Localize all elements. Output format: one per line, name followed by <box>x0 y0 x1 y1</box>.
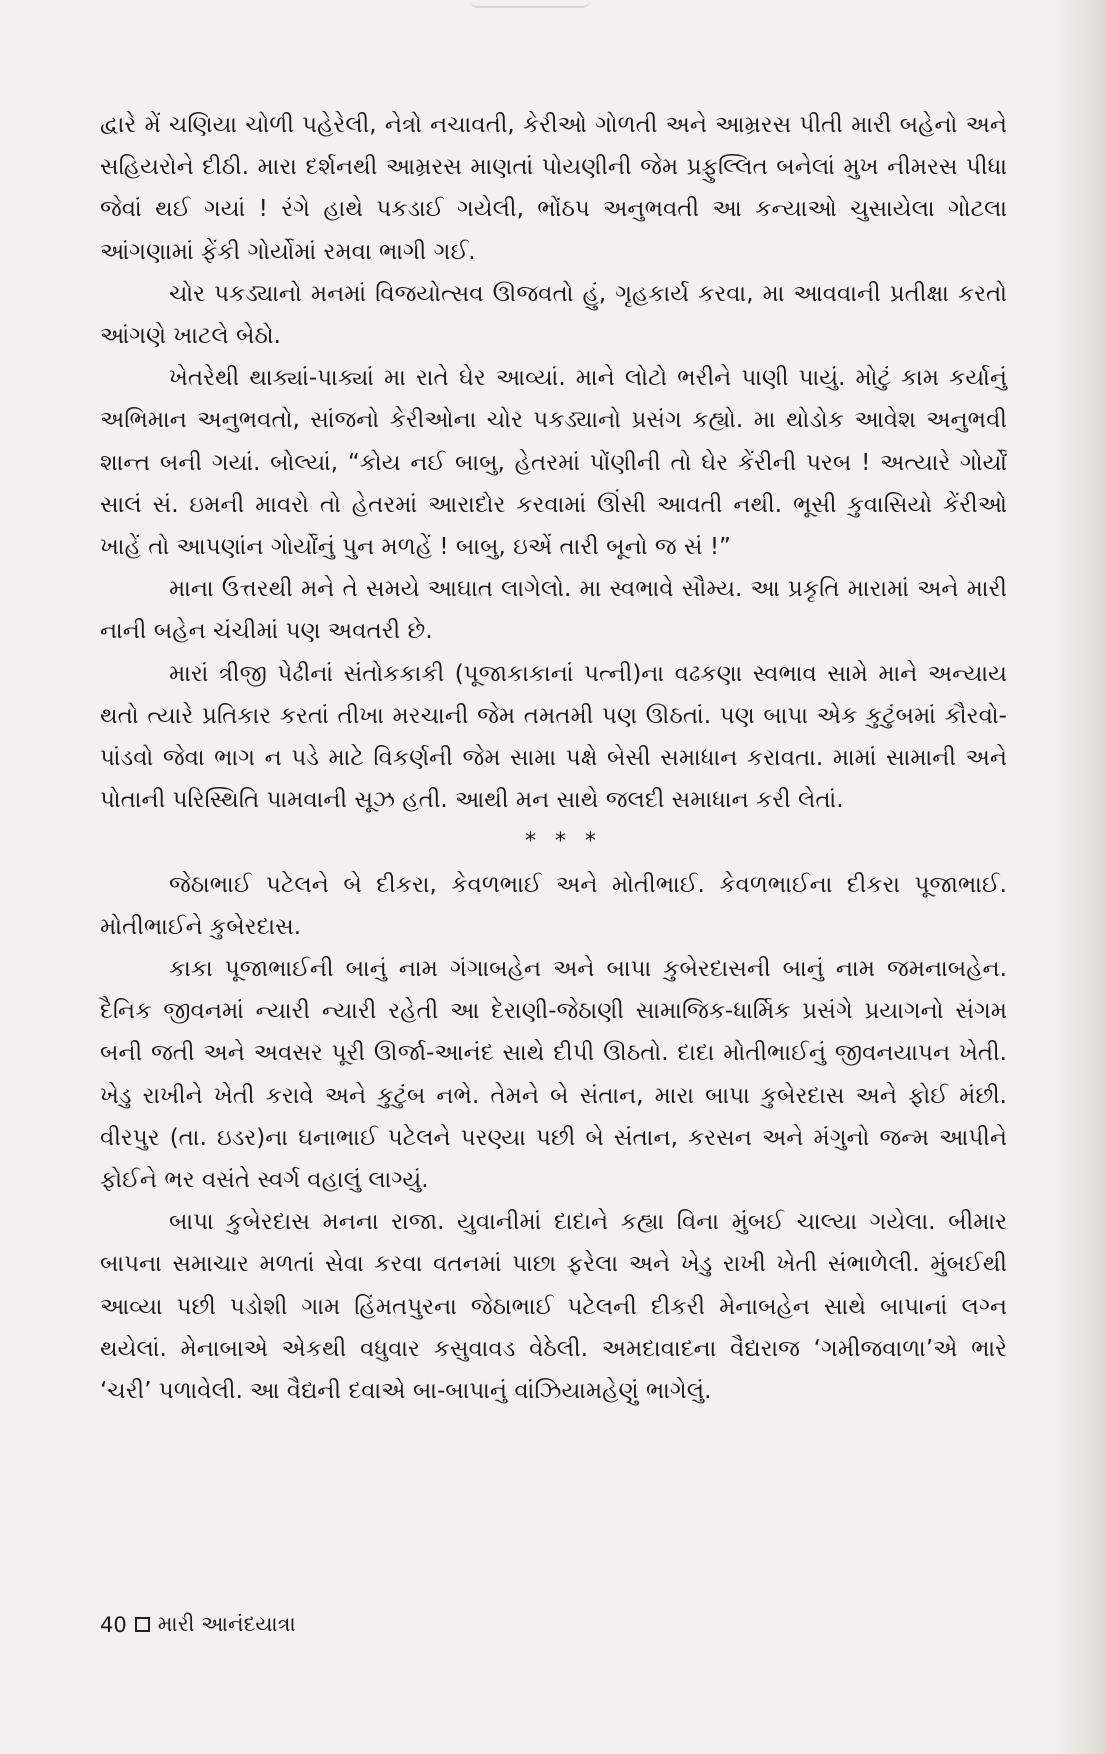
page-footer <box>100 1612 296 1637</box>
paragraph-7: કાકા પૂજાભાઈની બાનું નામ ગંગાબહેન અને બાપા કુબેરદાસની બાનું નામ જમનાબહેન. દૈનિક જીવનમાં ન્યારી ન્યારી રહેતી આ દેરાણી-જેઠાણી સામાજિક-ધાર્મિક પ્રસંગે પ્રયાગનો સંગમ બની જતી અને અવસર પૂરી ઊર્જા-આનંદ સાથે દીપી ઊઠતો. દાદા મોતીભાઈનું જીવનયાપન ખેતી. ખેડુ રાખીને ખેતી કરાવે અને કુટુંબ નભે. તેમને બે સંતાન, મારા બાપા કુબેરદાસ અને ફોઈ મંછી. વીરપુર (તા. ઇડર)ના ઘનાભાઈ પટેલને પરણ્યા પછી બે સંતાન, કરસન અને મંગુનો જન્મ આપીને ફોઈને ભર વસંતે સ્વર્ગ વહાલું લાગ્યું. <box>100 956 1007 1194</box>
paragraph-3: ખેતરેથી થાક્યાં-પાક્યાં મા રાતે ઘેર આવ્યાં. માને લોટો ભરીને પાણી પાયું. મોટું કામ કર્યાનું અભિમાન અનુભવતો, સાંજનો કેરીઓના ચોર પકડ્યાનો પ્રસંગ કહ્યો. મા થોડોક આવેશ અનુભવી શાન્ત બની ગયાં. બોલ્યાં, “કોય નઈ બાબુ, હેતરમાં પોંણીની તો ઘેર કેંરીની પરબ ! અત્યારે ગોર્યોં સાલં સં. ઇમની માવરો તો હેતરમાં આરાદોર કરવામાં ઊંસી આવતી નથી. ભૂસી કુવાસિયો કેંરીઓ ખાહેં તો આપણાંન ગોર્યોંનું પુન મળહેં ! બાબુ, ઇએં તારી બૂનો જ સં !” <box>100 365 1007 561</box>
section-separator: * * * <box>525 829 602 855</box>
book-title: મારી આનંદયાત્રા <box>157 1612 296 1636</box>
body-text <box>100 104 1007 1412</box>
paragraph-5: મારાં ત્રીજી પેઢીનાં સંતોકકાકી (પૂજાકાકાનાં પત્ની)ના વઢકણા સ્વભાવ સામે માને અન્યાય થતો ત્યારે પ્રતિકાર કરતાં તીખા મરચાની જેમ તમતમી પણ ઊઠતાં. પણ બાપા એક કુટુંબમાં કૌરવો-પાંડવો જેવા ભાગ ન પડે માટે વિકર્ણની જેમ સામા પક્ષે બેસી સમાધાન કરાવતા. મામાં સામાની અને પોતાની પરિસ્થિતિ પામવાની સૂઝ હતી. આથી મન સાથે જલદી સમાધાન કરી લેતાં. <box>100 660 1007 814</box>
paragraph-6: જેઠાભાઈ પટેલને બે દીકરા, કેવળભાઈ અને મોતીભાઈ. કેવળભાઈના દીકરા પૂજાભાઈ. મોતીભાઈને કુબેરદાસ. <box>100 871 1007 940</box>
paragraph-8: બાપા કુબેરદાસ મનના રાજા. યુવાનીમાં દાદાને કહ્યા વિના મુંબઈ ચાલ્યા ગયેલા. બીમાર બાપના સમાચાર મળતાં સેવા કરવા વતનમાં પાછા ફરેલા અને ખેડુ રાખી ખેતી સંભાળેલી. મુંબઈથી આવ્યા પછી પડોશી ગામ હિંમતપુરના જેઠાભાઈ પટેલની દીકરી મેનાબહેન સાથે બાપાનાં લગ્ન થયેલાં. મેનાબાએ એકથી વધુવાર કસુવાવડ વેઠેલી. અમદાવાદના વૈદ્યરાજ ‘ગમીજવાળા’એ ભારે ‘ચરી’ પળાવેલી. આ વૈદ્યની દવાએ બા-બાપાનું વાંઝિયામહેણું ભાગેલું. <box>100 1209 1007 1405</box>
paragraph-1: દ્વારે મેં ચણિયા ચોળી પહેરેલી, નેત્રો નચાવતી, કેરીઓ ગોળતી અને આમ્રરસ પીતી મારી બહેનો અને સહિયરોને દીઠી. મારા દર્શનથી આમ્રરસ માણતાં પોયણીની જેમ પ્રફુલ્લિત બનેલાં મુખ નીમરસ પીધા જેવાં થઈ ગયાં ! રંગે હાથે પકડાઈ ગયેલી, ભોંઠપ અનુભવતી આ કન્યાઓ ચુસાયેલા ગોટલા આંગણામાં ફેંકી ગોર્યોમાં રમવા ભાગી ગઈ. <box>100 112 1007 265</box>
page-number: 40 <box>100 1612 127 1637</box>
paragraph-4: માના ઉત્તરથી મને તે સમયે આઘાત લાગેલો. મા સ્વભાવે સૌમ્ય. આ પ્રકૃતિ મારામાં અને મારી નાની બહેન ચંચીમાં પણ અવતરી છે. <box>100 576 1007 645</box>
top-binding-mark <box>470 0 590 8</box>
paragraph-2: ચોર પકડ્યાનો મનમાં વિજયોત્સવ ઊજવતો હું, ગૃહકાર્ય કરવા, મા આવવાની પ્રતીક્ષા કરતો આંગણે ખાટલે બેઠો. <box>100 280 1007 350</box>
square-box-icon <box>135 1617 150 1632</box>
page-edge-shadow <box>1059 0 1105 1754</box>
